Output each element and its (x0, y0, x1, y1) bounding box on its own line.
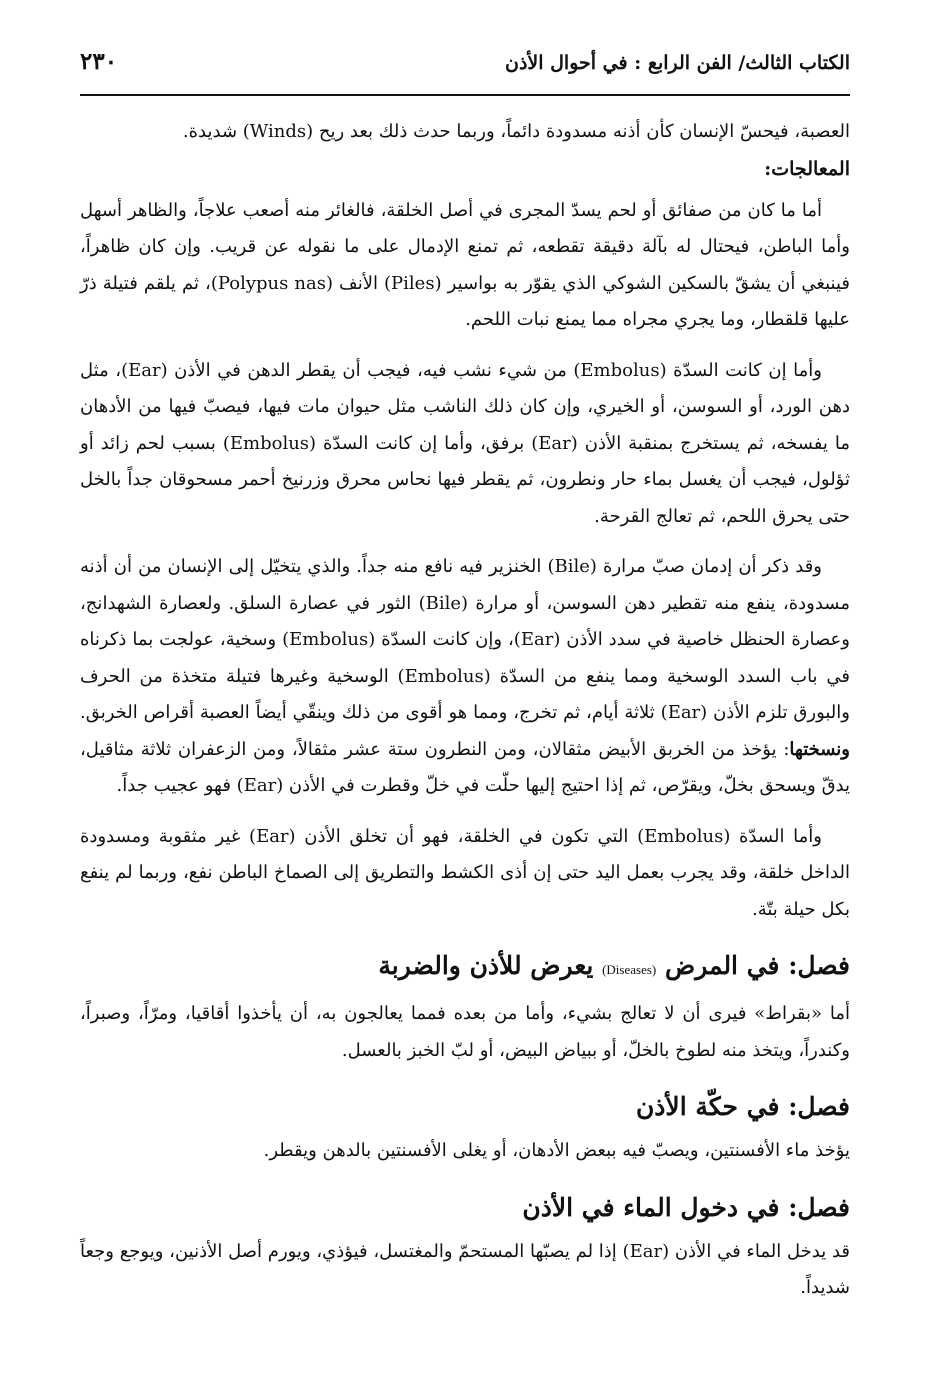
page-number: ٢٣٠ (80, 48, 118, 75)
running-title: الكتاب الثالث/ الفن الرابع : في أحوال الأذن (504, 52, 850, 74)
page-header (80, 48, 850, 96)
paragraph-5: وأما السدّة (Embolus) التي تكون في الخلقة، فهو أن تخلق الأذن (Ear) غير مثقوبة ومسدودة الداخل خلقة، وقد يجرب بعمل اليد حتى إن أذى الكشط والتطريق إلى الصماخ الباطن نفع، وربما لم ينفع بكل حيلة بتّة. (80, 825, 850, 920)
paragraph-4-text-a: وقد ذكر أن إدمان صبّ مرارة (Bile) الخنزير فيه نافع منه جداً. والذي يتخيّل إلى الإنسان من أن أذنه مسدودة، ينفع منه تقطير دهن السوسن، أو مرارة (Bile) الثور في عصارة السلق. ولعصارة الشهدانج، وعصارة الحنظل خاصية في سدد الأذن (Ear)، وإن كانت السدّة (Embolus) وسخية، عولجت بما ذكرناه في باب السدد الوسخية ومما ينفع من السدّة (Embolus) الوسخية وغيرها فتيلة متخذة من الحرف والبورق تلزم الأذن (Ear) ثلاثة أيام، ثم تخرج، ومما هو أقوى من ذلك وينقّي أيضاً العصبة أقراص الخربق. (80, 556, 850, 723)
book-page (80, 48, 850, 1321)
prescription-keyword: ونسختها (789, 738, 850, 760)
section-heading-water: فصل: في دخول الماء في الأذن (522, 1192, 850, 1222)
section-body-itching: يؤخذ ماء الأفسنتين، ويصبّ فيه ببعض الأدهان، أو يغلى الأفسنتين بالدهن ويقطر. (263, 1140, 850, 1161)
section-body-water: قد يدخل الماء في الأذن (Ear) إذا لم يصبّها المستحمّ والمغتسل، فيؤذي، ويورم أصل الأذنين، ويوجع وجعاً شديداً. (80, 1240, 850, 1298)
page-content (80, 114, 850, 1307)
section-heading-diseases (80, 946, 850, 990)
section-heading-itching: فصل: في حكّة الأذن (635, 1092, 850, 1121)
treatments-heading: المعالجات: (764, 157, 850, 180)
paragraph-2: أما ما كان من صفائق أو لحم يسدّ المجرى في أصل الخلقة، فالغائر منه أصعب علاجاً، والظاهر أسهل وأما الباطن، فيحتال له بآلة دقيقة تقطعه، ثم تمنع الإدمال على ما نقوله عن قريب. وإن كان ظاهراً، فينبغي أن يشقّ بالسكين الشوكي الذي يقوّر به بواسير (Piles) الأنف (Polypus nas)، ثم يلقم فتيلة ذرّ عليها قلقطار، وما يجري مجراه مما يمنع نبات اللحم. (80, 199, 850, 330)
paragraph-4-text-b: : يؤخذ من الخربق الأبيض مثقالان، ومن النطرون ستة عشر مثقالاً، ومن الزعفران ثلاثة مثاقيل، يدقّ ويسحق بخلّ، ويقرّص، ثم إذا احتيج إليها حلّت في خلّ وقطرت في الأذن (Ear) فهو عجيب جداً. (80, 738, 850, 796)
section-heading-diseases-latin: (Diseases) (602, 962, 657, 977)
paragraph-4 (80, 549, 850, 805)
paragraph-1: العصبة، فيحسّ الإنسان كأن أذنه مسدودة دائماً، وربما حدث ذلك بعد ريح (Winds) شديدة. (182, 121, 850, 142)
section-body-diseases: أما «بقراط» فيرى أن لا تعالج بشيء، وأما من بعده فمما يعالجون به، أن يأخذوا أقاقيا، ومرّاً، وصبراً، وكندراً، ويتخذ منه لطوخ بالخلّ، أو ببياض البيض، أو لبّ الخبز بالعسل. (80, 1003, 850, 1061)
section-heading-diseases-b: يعرض للأذن والضربة (378, 951, 594, 980)
section-heading-diseases-a: فصل: في المرض (664, 951, 850, 980)
paragraph-3: وأما إن كانت السدّة (Embolus) من شيء نشب فيه، فيجب أن يقطر الدهن في الأذن (Ear)، مثل دهن الورد، أو السوسن، أو الخيري، وإن كان ذلك الناشب مثل حيوان مات فيها، فيصبّ فيها من الأدهان ما يفسخه، ثم يستخرج بمنقبة الأذن (Ear) برفق، وأما إن كانت السدّة (Embolus) بسبب لحم زائد أو ثؤلول، فيجب أن يغسل بماء حار ونطرون، ثم يقطر فيها نحاس محرق وزرنيخ أحمر مسحوقان جداً بالخل حتى يحرق اللحم، ثم تعالج القرحة. (80, 359, 850, 527)
